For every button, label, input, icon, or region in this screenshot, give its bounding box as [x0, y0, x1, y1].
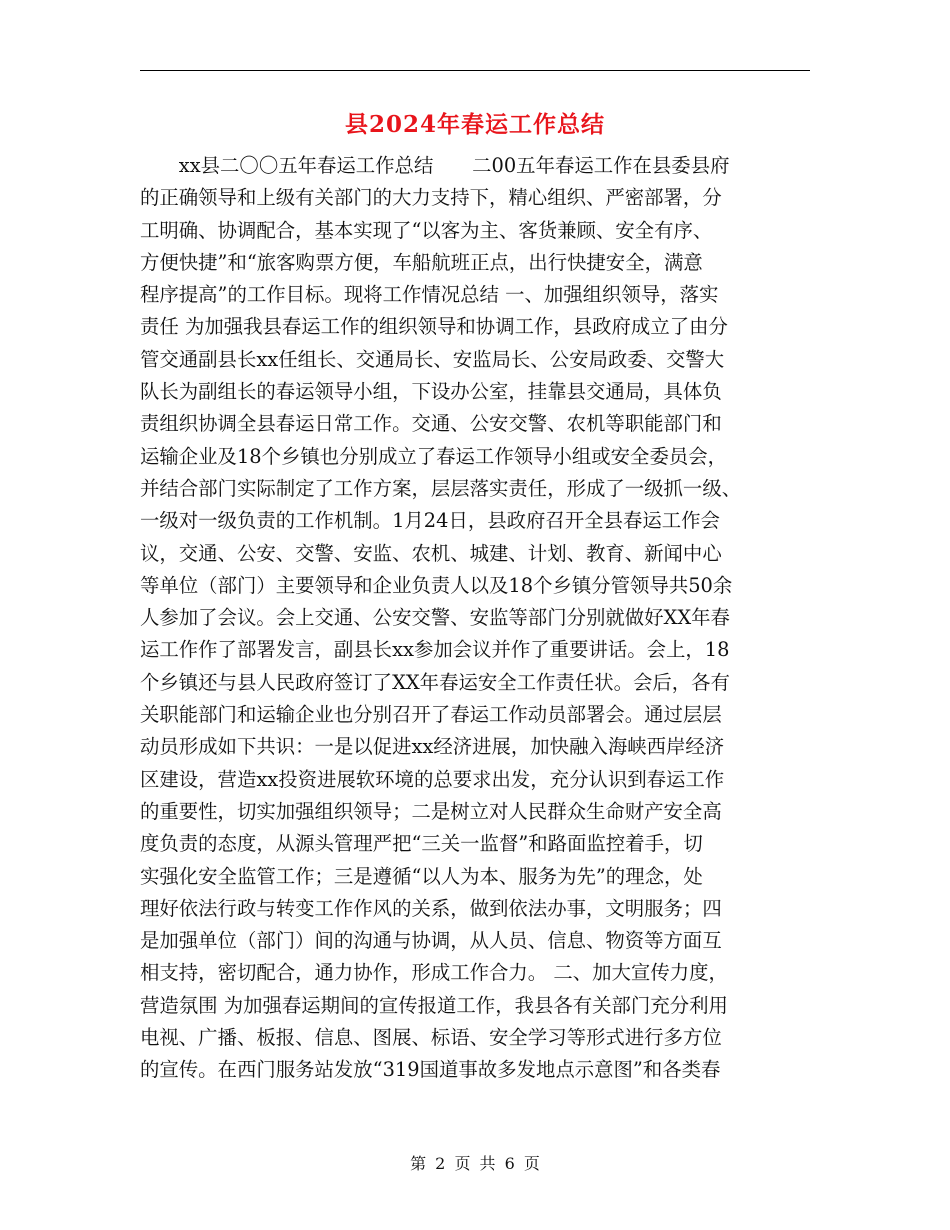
body-line: 是加强单位（部门）间的沟通与协调，从人员、信息、物资等方面互: [140, 929, 722, 953]
body-line: 责任 为加强我县春运工作的组织领导和协调工作，县政府成立了由分: [140, 315, 728, 339]
body-line: 实强化安全监管工作；三是遵循“以人为本、服务为先”的理念，处: [140, 864, 703, 888]
body-line: 的正确领导和上级有关部门的大力支持下，精心组织、严密部署，分: [140, 186, 722, 210]
header-rule: [140, 70, 810, 71]
body-line: 度负责的态度，从源头管理严把“三关一监督”和路面监控着手，切: [140, 832, 703, 856]
body-line: 管交通副县长xx任组长、交通局长、安监局长、公安局政委、交警大: [140, 347, 725, 371]
body-line: xx县二〇〇五年春运工作总结 二00五年春运工作在县委县府: [140, 154, 730, 177]
body-line: 关职能部门和运输企业也分别召开了春运工作动员部署会。通过层层: [140, 703, 722, 727]
document-title: 县2024年春运工作总结: [344, 111, 605, 138]
body-line: 人参加了会议。会上交通、公安交警、安监等部门分别就做好XX年春: [140, 606, 730, 630]
body-line: 并结合部门实际制定了工作方案，层层落实责任，形成了一级抓一级、: [140, 476, 742, 500]
body-line: 运输企业及18个乡镇也分别成立了春运工作领导小组或安全委员会，: [140, 444, 728, 468]
body-line: 理好依法行政与转变工作作风的关系，做到依法办事，文明服务；四: [140, 896, 722, 920]
body-line: 队长为副组长的春运领导小组，下设办公室，挂靠县交通局，具体负: [140, 380, 722, 404]
body-line: 一级对一级负责的工作机制。1月24日，县政府召开全县春运工作会: [140, 509, 720, 533]
body-line: 等单位（部门）主要领导和企业负责人以及18个乡镇分管领导共50余: [140, 573, 733, 597]
body-line: 电视、广播、板报、信息、图展、标语、安全学习等形式进行多方位: [140, 1026, 722, 1050]
body-line: 营造氛围 为加强春运期间的宣传报道工作，我县各有关部门充分利用: [140, 993, 728, 1017]
body-line: 方便快捷”和“旅客购票方便，车船航班正点，出行快捷安全，满意: [140, 250, 703, 274]
body-line: 程序提高”的工作目标。现将工作情况总结 一、加强组织领导，落实: [140, 283, 719, 307]
body-line: 的重要性，切实加强组织领导；二是树立对人民群众生命财产安全高: [140, 799, 722, 823]
page-number: 第 2 页 共 6 页: [410, 1154, 540, 1173]
body-line: 运工作作了部署发言，副县长xx参加会议并作了重要讲话。会上，18: [140, 638, 730, 662]
body-line: 动员形成如下共识：一是以促进xx经济进展，加快融入海峡西岸经济: [140, 735, 725, 759]
body-line: 议，交通、公安、交警、安监、农机、城建、计划、教育、新闻中心: [140, 541, 722, 565]
body-line: 区建设，营造xx投资进展软环境的总要求出发，充分认识到春运工作: [140, 767, 725, 791]
body-line: 工明确、协调配合，基本实现了“以客为主、客货兼顾、安全有序、: [140, 218, 713, 242]
body-line: 相支持，密切配合，通力协作，形成工作合力。 二、加大宣传力度，: [140, 961, 728, 985]
body-line: 的宣传。在西门服务站发放“319国道事故多发地点示意图”和各类春: [140, 1058, 721, 1082]
body-line: 个乡镇还与县人民政府签订了XX年春运安全工作责任状。会后，各有: [140, 670, 730, 694]
document-body: [140, 150, 812, 1087]
body-line: 责组织协调全县春运日常工作。交通、公安交警、农机等职能部门和: [140, 412, 722, 436]
